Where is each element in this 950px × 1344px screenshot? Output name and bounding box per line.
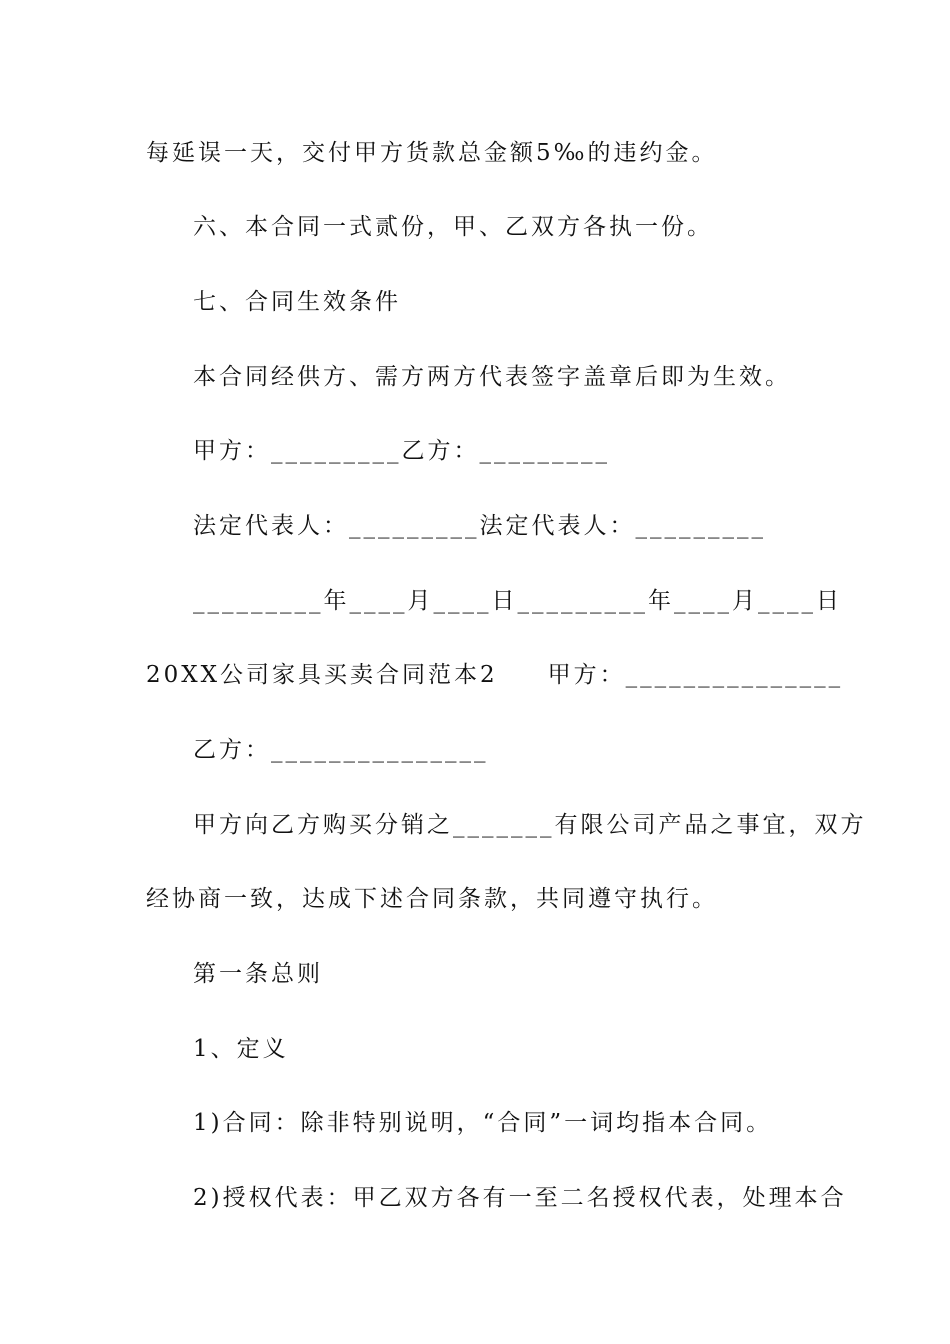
paragraph-line: 1)合同：除非特别说明，“合同”一词均指本合同。	[193, 1110, 773, 1136]
paragraph-line: 甲方向乙方购买分销之_______有限公司产品之事宜，双方	[193, 812, 867, 838]
signature-line-representatives: 法定代表人：_________法定代表人：_________	[193, 513, 766, 539]
article-heading: 第一条总则	[193, 961, 323, 987]
paragraph-line: 2)授权代表：甲乙双方各有一至二名授权代表，处理本合	[193, 1185, 847, 1211]
contract-title: 20XX公司家具买卖合同范本2	[146, 662, 498, 688]
contract-title-line	[146, 660, 843, 690]
paragraph-line: 经协商一致，达成下述合同条款，共同遵守执行。	[146, 886, 718, 912]
paragraph-line: 每延误一天，交付甲方货款总金额5‰的违约金。	[146, 140, 718, 166]
party-a-field: 甲方：_______________	[547, 662, 844, 688]
signature-line-dates: _________年____月____日_________年____月____日	[193, 588, 842, 614]
paragraph-line: 六、本合同一式贰份，甲、乙双方各执一份。	[193, 214, 713, 240]
party-b-field: 乙方：_______________	[193, 737, 489, 763]
subsection-heading: 1、定义	[193, 1036, 289, 1062]
paragraph-line: 本合同经供方、需方两方代表签字盖章后即为生效。	[193, 364, 791, 390]
signature-line-parties: 甲方：_________乙方：_________	[193, 438, 610, 464]
section-heading: 七、合同生效条件	[193, 289, 401, 315]
